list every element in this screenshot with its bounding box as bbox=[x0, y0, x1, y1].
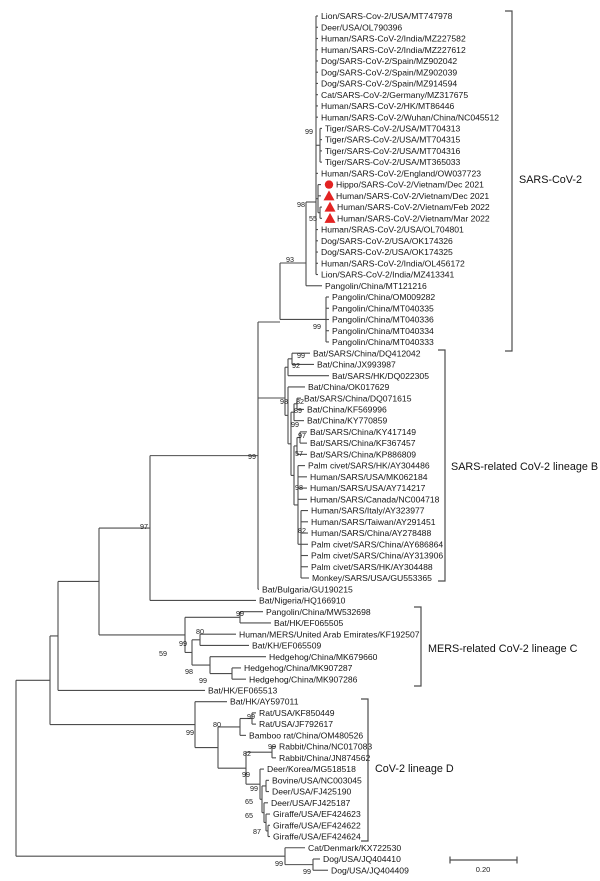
clade-label: MERS-related CoV-2 lineage C bbox=[428, 643, 578, 655]
scale-bar-label: 0.20 bbox=[475, 865, 491, 874]
bootstrap-value: 55 bbox=[309, 214, 317, 223]
tip-label: Human/SARS/Italy/AY323977 bbox=[311, 505, 425, 516]
tip-label: Pangolin/China/MW532698 bbox=[266, 606, 371, 617]
bootstrap-value: 59 bbox=[159, 649, 167, 658]
bootstrap-value: 99 bbox=[179, 639, 187, 648]
bootstrap-value: 99 bbox=[305, 127, 313, 136]
tip-label: Rat/USA/KF850449 bbox=[259, 707, 335, 718]
bootstrap-value: 98 bbox=[297, 200, 305, 209]
tip-label: Bovine/USA/NC003045 bbox=[272, 775, 362, 786]
tip-label: Cat/Denmark/KX722530 bbox=[308, 842, 402, 853]
human-case-marker-triangle-icon bbox=[325, 213, 336, 223]
tip-label: Hedgehog/China/MK907286 bbox=[249, 674, 358, 685]
tip-label: Human/SARS-CoV-2/Vietnam/Dec 2021 bbox=[336, 190, 490, 201]
bootstrap-value: 92 bbox=[292, 361, 300, 370]
bootstrap-value: 89 bbox=[294, 406, 302, 415]
tip-label: Pangolin/China/OM009282 bbox=[332, 292, 436, 303]
tip-label: Pangolin/China/MT121216 bbox=[325, 280, 427, 291]
bootstrap-value: 99 bbox=[291, 420, 299, 429]
bootstrap-value: 98 bbox=[185, 667, 193, 676]
tip-label: Deer/Korea/MG518518 bbox=[267, 764, 356, 775]
tip-label: Tiger/SARS-CoV-2/USA/MT704316 bbox=[325, 145, 461, 156]
tip-label: Palm civet/SARS/China/AY313906 bbox=[311, 550, 444, 561]
tip-label: Bat/SARS/HK/DQ022305 bbox=[332, 370, 429, 381]
bootstrap-value: 99 bbox=[297, 351, 305, 360]
bootstrap-value: 65 bbox=[245, 811, 253, 820]
tip-label: Giraffe/USA/EF424623 bbox=[273, 809, 361, 820]
tip-label: Human/SRAS-CoV-2/USA/OL704801 bbox=[321, 224, 464, 235]
tip-label: Bat/HK/AY597011 bbox=[230, 696, 299, 707]
tip-label: Tiger/SARS-CoV-2/USA/MT704315 bbox=[325, 134, 461, 145]
tip-label: Cat/SARS-CoV-2/Germany/MZ317675 bbox=[321, 89, 469, 100]
tip-label: Pangolin/China/MT040334 bbox=[332, 325, 434, 336]
bootstrap-value: 82 bbox=[296, 397, 304, 406]
tip-label: Dog/SARS-CoV-2/Spain/MZ902042 bbox=[321, 56, 458, 67]
tip-label: Dog/USA/JQ404410 bbox=[323, 854, 401, 865]
bootstrap-value: 99 bbox=[268, 742, 276, 751]
bootstrap-value: 99 bbox=[186, 728, 194, 737]
tip-label: Pangolin/China/MT040333 bbox=[332, 337, 434, 348]
tip-label: Palm civet/SARS/HK/AY304488 bbox=[311, 561, 433, 572]
tip-label: Pangolin/China/MT040336 bbox=[332, 314, 434, 325]
hippo-marker-circle-icon bbox=[325, 180, 333, 188]
bootstrap-value: 99 bbox=[199, 676, 207, 685]
clade-label: CoV-2 lineage D bbox=[375, 763, 454, 775]
tip-label: Tiger/SARS-CoV-2/USA/MT365033 bbox=[325, 157, 461, 168]
tip-label: Human/SARS-CoV-2/Vietnam/Feb 2022 bbox=[337, 202, 490, 213]
tip-label: Bat/HK/EF065505 bbox=[274, 618, 344, 629]
tip-label: Bat/SARS/China/DQ071615 bbox=[304, 393, 412, 404]
tip-label: Bat/China/KY770859 bbox=[307, 415, 388, 426]
tip-label: Bat/China/OK017629 bbox=[308, 382, 390, 393]
tip-label: Human/SARS/Taiwan/AY291451 bbox=[311, 516, 436, 527]
clade-bracket bbox=[505, 11, 512, 351]
tip-label: Bat/SARS/China/DQ412042 bbox=[313, 348, 421, 359]
bootstrap-value: 87 bbox=[253, 827, 261, 836]
tip-label: Human/SARS/USA/AY714217 bbox=[310, 483, 426, 494]
tip-label: Dog/USA/JQ404409 bbox=[331, 865, 409, 876]
tip-label: Lion/SARS-CoV-2/India/MZ413341 bbox=[321, 269, 455, 280]
tip-label: Deer/USA/FJ425187 bbox=[271, 797, 351, 808]
tip-label: Bat/SARS/China/KF367457 bbox=[310, 438, 416, 449]
clade-label: SARS-related CoV-2 lineage B bbox=[451, 461, 599, 473]
bootstrap-value: 99 bbox=[247, 712, 255, 721]
tip-label: Deer/USA/OL790396 bbox=[321, 22, 403, 33]
bootstrap-value: 80 bbox=[213, 720, 221, 729]
bootstrap-value: 99 bbox=[236, 609, 244, 618]
tip-label: Bat/HK/EF065513 bbox=[208, 685, 278, 696]
tip-label: Rabbit/China/NC017083 bbox=[279, 741, 373, 752]
bootstrap-value: 93 bbox=[286, 255, 294, 264]
tip-label: Human/SARS-CoV-2/England/OW037723 bbox=[321, 168, 482, 179]
tip-label: Bat/SARS/China/KY417149 bbox=[310, 426, 417, 437]
tip-label: Dog/SARS-CoV-2/Spain/MZ902039 bbox=[321, 67, 458, 78]
tip-label: Rat/USA/JF792617 bbox=[259, 719, 334, 730]
tip-label: Dog/SARS-CoV-2/USA/OK174326 bbox=[321, 235, 453, 246]
tip-label: Pangolin/China/MT040335 bbox=[332, 303, 434, 314]
tip-label: Human/SARS-CoV-2/Wuhan/China/NC045512 bbox=[321, 112, 500, 123]
tip-label: Human/MERS/United Arab Emirates/KF192507 bbox=[239, 629, 420, 640]
bootstrap-value: 98 bbox=[295, 483, 303, 492]
bootstrap-value: 82 bbox=[243, 749, 251, 758]
human-case-marker-triangle-icon bbox=[325, 202, 336, 212]
tip-label: Human/SARS/Canada/NC004718 bbox=[310, 494, 440, 505]
tip-label: Lion/SARS-Cov-2/USA/MT747978 bbox=[321, 11, 453, 22]
tip-label: Dog/SARS-CoV-2/USA/OK174325 bbox=[321, 247, 453, 258]
bootstrap-value: 99 bbox=[303, 867, 311, 876]
tip-label: Human/SARS-CoV-2/HK/MT86446 bbox=[321, 101, 455, 112]
tip-label: Deer/USA/FJ425190 bbox=[272, 786, 352, 797]
tip-label: Dog/SARS-CoV-2/Spain/MZ914594 bbox=[321, 78, 458, 89]
tip-label: Bat/Nigeria/HQ166910 bbox=[259, 595, 346, 606]
tip-label: Human/SARS/China/AY278488 bbox=[311, 528, 432, 539]
tip-label: Tiger/SARS-CoV-2/USA/MT704313 bbox=[325, 123, 461, 134]
tip-label: Human/SARS/USA/MK062184 bbox=[310, 471, 428, 482]
bootstrap-value: 57 bbox=[295, 449, 303, 458]
bootstrap-value: 99 bbox=[275, 859, 283, 868]
clade-bracket bbox=[361, 699, 368, 841]
tip-label: Palm civet/SARS/China/AY686864 bbox=[311, 539, 444, 550]
tip-label: Rabbit/China/JN874562 bbox=[279, 752, 371, 763]
tip-label: Bat/KH/EF065509 bbox=[252, 640, 322, 651]
tip-label: Bamboo rat/China/OM480526 bbox=[249, 730, 364, 741]
human-case-marker-triangle-icon bbox=[324, 190, 335, 200]
tip-label: Human/SARS-CoV-2/India/OL456172 bbox=[321, 258, 465, 269]
tip-label: Hippo/SARS-CoV-2/Vietnam/Dec 2021 bbox=[336, 179, 484, 190]
tip-label: Human/SARS-CoV-2/India/MZ227582 bbox=[321, 33, 466, 44]
bootstrap-value: 97 bbox=[298, 431, 306, 440]
tip-label: Human/SARS-CoV-2/Vietnam/Mar 2022 bbox=[337, 213, 490, 224]
bootstrap-value: 98 bbox=[280, 397, 288, 406]
bootstrap-value: 80 bbox=[196, 627, 204, 636]
tip-label: Bat/China/JX993987 bbox=[317, 359, 396, 370]
tip-label: Hedgehog/China/MK679660 bbox=[269, 651, 378, 662]
tip-label: Bat/China/KF569996 bbox=[307, 404, 387, 415]
tip-label: Hedgehog/China/MK907287 bbox=[244, 663, 353, 674]
bootstrap-value: 99 bbox=[250, 784, 258, 793]
tip-label: Giraffe/USA/EF424624 bbox=[273, 831, 361, 842]
clade-label: SARS-CoV-2 bbox=[519, 174, 583, 186]
bootstrap-value: 97 bbox=[140, 522, 148, 531]
tip-label: Human/SARS-CoV-2/India/MZ227612 bbox=[321, 44, 466, 55]
tip-label: Palm civet/SARS/HK/AY304486 bbox=[308, 460, 430, 471]
bootstrap-value: 99 bbox=[248, 452, 256, 461]
tip-label: Bat/Bulgaria/GU190215 bbox=[262, 584, 353, 595]
tip-label: Bat/SARS/China/KP886809 bbox=[310, 449, 417, 460]
bootstrap-value: 99 bbox=[313, 322, 321, 331]
clade-bracket bbox=[414, 607, 421, 686]
bootstrap-value: 82 bbox=[298, 526, 306, 535]
bootstrap-value: 65 bbox=[245, 797, 253, 806]
tip-label: Giraffe/USA/EF424622 bbox=[273, 820, 361, 831]
bootstrap-value: 99 bbox=[242, 770, 250, 779]
tip-label: Monkey/SARS/USA/GU553365 bbox=[312, 573, 432, 584]
